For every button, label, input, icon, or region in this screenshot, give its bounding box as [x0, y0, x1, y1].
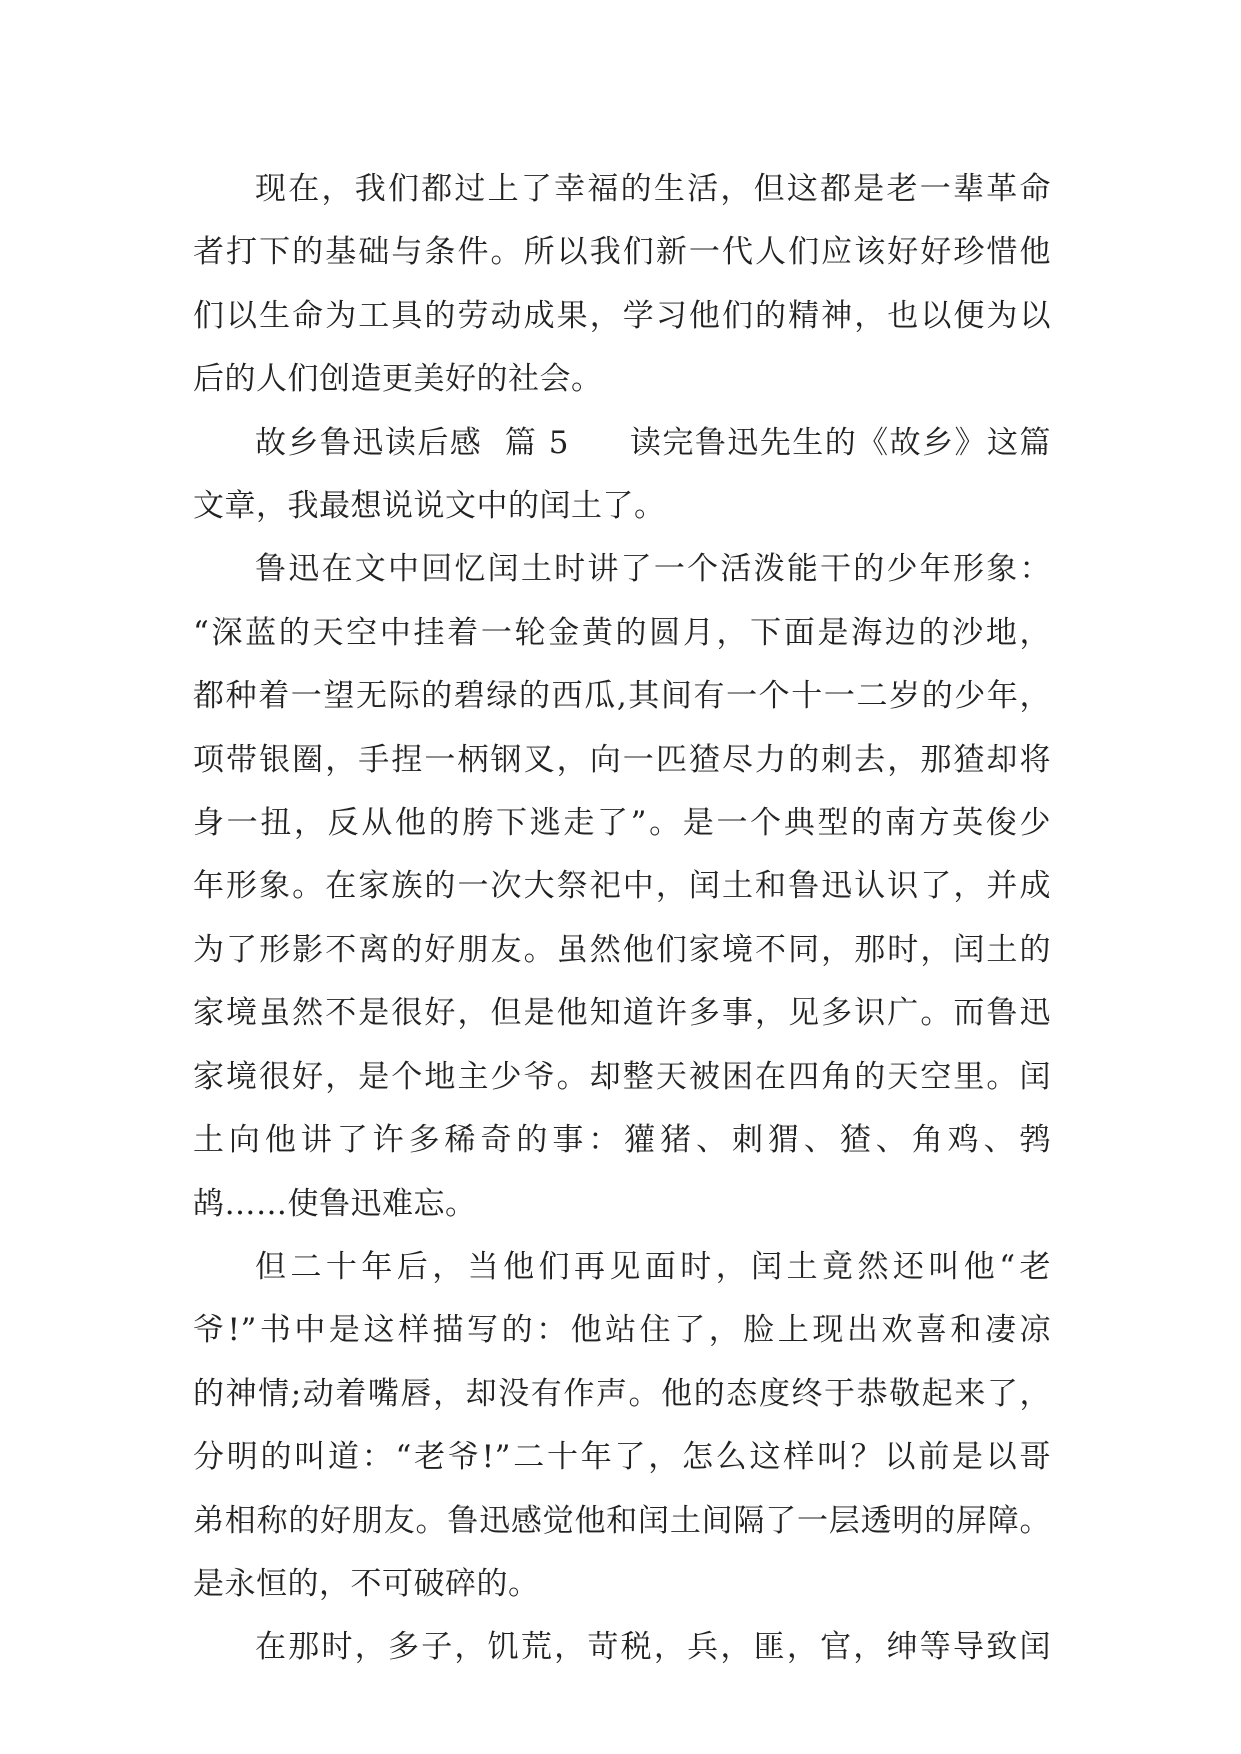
text-line: 读完鲁迅先生的《故乡》这篇 [628, 424, 1051, 461]
text-line: 鲁迅在文中回忆闰土时讲了一个活泼能干的少年形象： [255, 551, 1051, 588]
text-line: 土向他讲了许多稀奇的事：獾猪、刺猬、猹、角鸡、鹁 [193, 1122, 1051, 1159]
text-line: 们以生命为工具的劳动成果，学习他们的精神，也以便为以 [193, 297, 1051, 334]
text-line: 在那时，多子，饥荒，苛税，兵，匪，官，绅等导致闰 [255, 1629, 1051, 1666]
paragraph-twenty-years-later [193, 1236, 1051, 1616]
text-line: 鸪……使鲁迅难忘。 [193, 1185, 477, 1222]
text-line: 现在，我们都过上了幸福的生活，但这都是老一辈革命 [255, 171, 1051, 207]
text-line: 后的人们创造更美好的社会。 [193, 361, 603, 398]
text-line: 都种着一望无际的碧绿的西瓜,其间有一个十一二岁的少年， [193, 678, 1051, 715]
text-line: “深蓝的天空中挂着一轮金黄的圆月，下面是海边的沙地， [193, 614, 1051, 651]
text-line: 弟相称的好朋友。鲁迅感觉他和闰土间隔了一层透明的屏障。 [193, 1502, 1051, 1539]
text-line: 年形象。在家族的一次大祭祀中，闰土和鲁迅认识了，并成 [193, 868, 1051, 905]
heading-line [193, 412, 1051, 475]
section-heading: 故乡鲁迅读后感 篇 5 [255, 424, 569, 461]
text-line: 文章，我最想说说文中的闰土了。 [193, 488, 666, 525]
paragraph-happy-life [193, 158, 1051, 412]
paragraph-hardships [193, 1616, 1051, 1679]
document-body [193, 158, 1051, 1680]
paragraph-runtu-memory [193, 538, 1051, 1235]
text-line: 身一扭，反从他的胯下逃走了”。是一个典型的南方英俊少 [193, 805, 1051, 842]
text-line: 是永恒的，不可破碎的。 [193, 1565, 540, 1602]
text-line: 家境虽然不是很好，但是他知道许多事，见多识广。而鲁迅 [193, 995, 1051, 1032]
text-line: 但二十年后，当他们再见面时，闰土竟然还叫他“老 [255, 1248, 1051, 1285]
text-line: 爷!”书中是这样描写的：他站住了，脸上现出欢喜和凄凉 [193, 1312, 1051, 1349]
text-line: 为了形影不离的好朋友。虽然他们家境不同，那时，闰土的 [193, 931, 1051, 968]
text-line: 的神情;动着嘴唇，却没有作声。他的态度终于恭敬起来了， [193, 1375, 1051, 1412]
text-line: 项带银圈，手捏一柄钢叉，向一匹猹尽力的刺去，那猹却将 [193, 741, 1051, 778]
text-line: 者打下的基础与条件。所以我们新一代人们应该好好珍惜他 [193, 234, 1051, 271]
text-line: 家境很好，是个地主少爷。却整天被困在四角的天空里。闰 [193, 1058, 1051, 1095]
text-line: 分明的叫道：“老爷!”二十年了，怎么这样叫？以前是以哥 [193, 1439, 1051, 1476]
paragraph-section-heading [193, 412, 1051, 539]
